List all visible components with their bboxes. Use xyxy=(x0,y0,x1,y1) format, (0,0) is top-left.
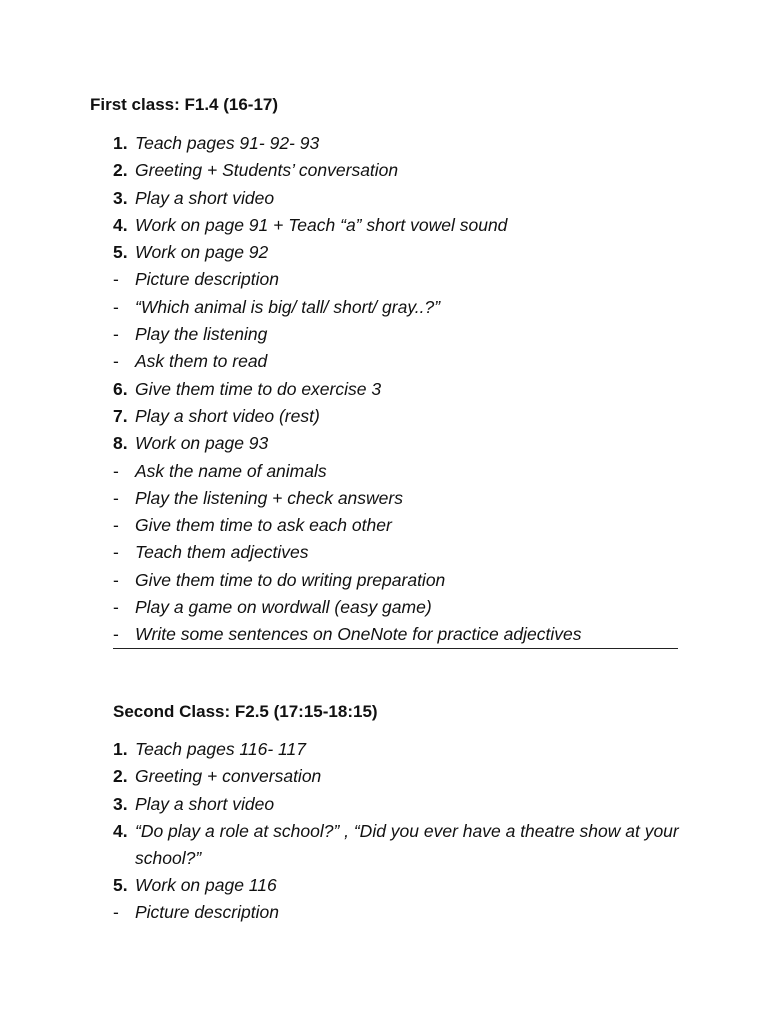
list-item-text: Play a short video xyxy=(135,793,275,814)
list-item xyxy=(113,294,683,321)
list-item-text: Teach pages 116- 117 xyxy=(135,739,306,759)
list-item xyxy=(113,266,683,293)
list-item-text: Teach pages 91- 92- 93 xyxy=(135,133,320,153)
list-item xyxy=(113,791,683,818)
list-marker: - xyxy=(113,324,119,345)
list-item-text: Play a short video (rest) xyxy=(135,405,320,426)
list-item-text: Ask the name of animals xyxy=(135,460,327,481)
list-marker: - xyxy=(113,902,119,923)
list-item xyxy=(113,763,683,790)
list-marker: - xyxy=(113,351,119,372)
list-item xyxy=(113,321,683,348)
list-marker: 3. xyxy=(113,187,128,208)
list-item-text: Play the listening xyxy=(135,324,268,345)
list-marker: - xyxy=(113,569,119,590)
list-item-text: Play a short video xyxy=(135,187,275,208)
list-item-text: Greeting + conversation xyxy=(135,766,322,787)
list-item-text: Work on page 91 + Teach “a” short vowel sound xyxy=(135,214,508,235)
list-item-text: Work on page 93 xyxy=(135,433,269,454)
list-marker: 1. xyxy=(113,739,128,759)
list-item xyxy=(113,539,683,566)
list-item xyxy=(113,512,683,539)
list-item-text: Greeting + Students’ conversation xyxy=(135,160,399,181)
list-item-text: Give them time to do writing preparation xyxy=(135,569,446,590)
list-item-text: Teach them adjectives xyxy=(135,542,309,563)
list-item xyxy=(113,130,683,157)
section-2-title: Second Class: F2.5 (17:15-18:15) xyxy=(113,702,378,721)
list-marker: - xyxy=(113,624,119,645)
list-item xyxy=(113,376,683,403)
list-marker: - xyxy=(113,597,119,618)
list-item-text: Picture description xyxy=(135,902,279,923)
list-item xyxy=(113,212,683,239)
list-item-text: Give them time to do exercise 3 xyxy=(135,378,382,399)
list-item-text: Play a game on wordwall (easy game) xyxy=(135,597,432,618)
list-item xyxy=(113,239,683,266)
list-marker: 8. xyxy=(113,433,128,454)
list-item-text: Work on page 92 xyxy=(135,242,269,263)
list-item-text: “Which animal is big/ tall/ short/ gray..?” xyxy=(135,296,441,317)
list-item-text: “Do play a role at school?” , “Did you ever have a theatre show at your school?” xyxy=(135,820,679,868)
list-marker: - xyxy=(113,542,119,563)
list-marker: 1. xyxy=(113,133,128,153)
section-1-list xyxy=(113,130,683,649)
list-item xyxy=(113,621,683,648)
list-item-text: Give them time to ask each other xyxy=(135,515,392,536)
list-item xyxy=(113,736,683,763)
list-marker: - xyxy=(113,269,119,290)
list-item xyxy=(113,185,683,212)
list-marker: - xyxy=(113,515,119,536)
list-item xyxy=(113,872,683,899)
list-item xyxy=(113,567,683,594)
list-marker: 4. xyxy=(113,214,128,235)
section-2-list xyxy=(113,736,683,926)
list-item xyxy=(113,458,683,485)
list-item xyxy=(113,430,683,457)
list-item xyxy=(113,594,683,621)
list-marker: - xyxy=(113,460,119,481)
list-item xyxy=(113,485,683,512)
list-marker: 2. xyxy=(113,766,128,787)
list-item-text: Play the listening + check answers xyxy=(135,487,403,508)
list-marker: 4. xyxy=(113,820,128,841)
list-marker: 6. xyxy=(113,378,128,399)
list-item xyxy=(113,403,683,430)
list-item xyxy=(113,899,683,926)
list-item-text: Picture description xyxy=(135,269,279,290)
list-marker: 2. xyxy=(113,160,128,181)
list-item-text: Ask them to read xyxy=(135,351,268,372)
list-marker: - xyxy=(113,296,119,317)
list-marker: 3. xyxy=(113,793,128,814)
list-item-text: Work on page 116 xyxy=(135,874,277,895)
list-item xyxy=(113,348,683,375)
section-divider xyxy=(113,648,678,649)
list-marker: 5. xyxy=(113,874,128,895)
list-item xyxy=(113,157,683,184)
list-marker: - xyxy=(113,487,119,508)
list-marker: 7. xyxy=(113,405,128,426)
list-item-text: Write some sentences on OneNote for practice adjectives xyxy=(135,624,582,645)
list-item xyxy=(113,818,683,872)
section-1-title: First class: F1.4 (16-17) xyxy=(90,95,279,114)
list-marker: 5. xyxy=(113,242,128,263)
